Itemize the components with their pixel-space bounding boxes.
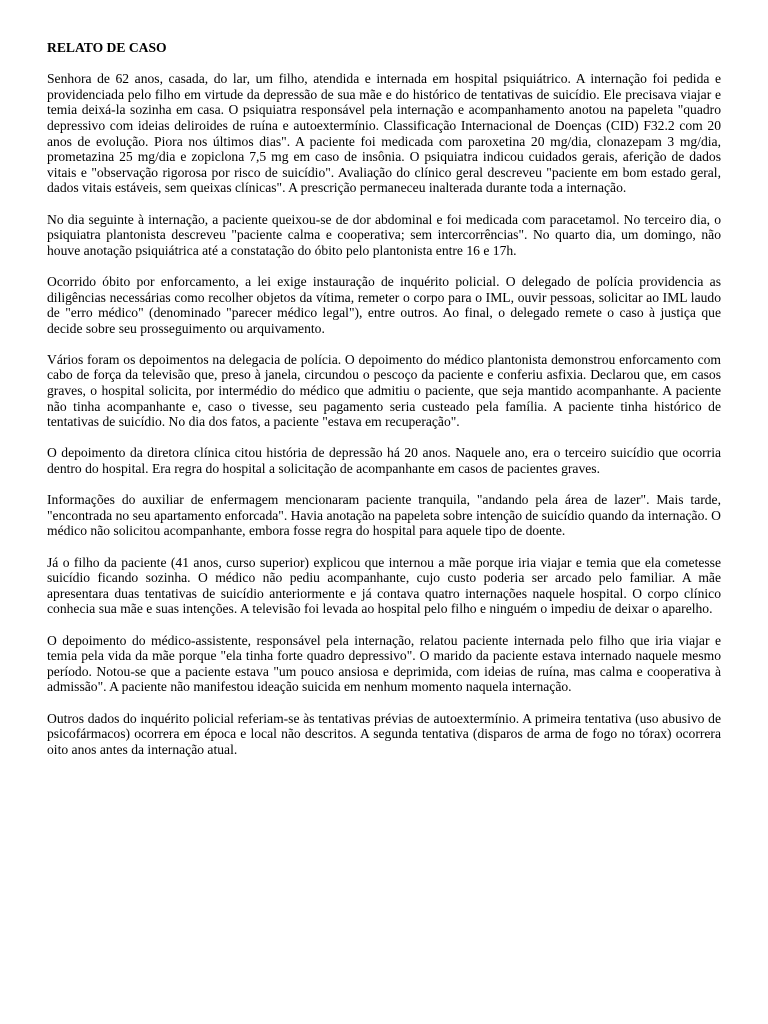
paragraph-nursing-assistant-info: Informações do auxiliar de enfermagem mencionaram paciente tranquila, "andando pela área de lazer". Mais tarde, "encontrada no seu apartamento enforcada". Havia anotação na papeleta sobre intenção de suicídio quando da internação. O médico não solicitou acompanhante, embora fosse regra do hospital para aquele tipo de doente. <box>47 492 721 539</box>
paragraph-clinical-director-testimony: O depoimento da diretora clínica citou história de depressão há 20 anos. Naquele ano, era o terceiro suicídio que ocorria dentro do hospital. Era regra do hospital a solicitação de acompanhante em casos de pacientes graves. <box>47 445 721 477</box>
paragraph-attending-physician-testimony: O depoimento do médico-assistente, responsável pela internação, relatou paciente internada pelo filho que iria viajar e temia pela vida da mãe porque "ela tinha forte quadro depressivo". O marido da paciente estava internado naquele mesmo período. Notou-se que a paciente estava "um pouco ansiosa e deprimida, com ideias de ruína, mas calma e cooperativa à admissão". A paciente não manifestou ideação suicida em nenhum momento naquela internação. <box>47 632 721 695</box>
document-page <box>47 40 721 773</box>
paragraph-on-duty-physician-testimony: Vários foram os depoimentos na delegacia de polícia. O depoimento do médico plantonista demonstrou enforcamento com cabo de força da televisão que, preso à janela, circundou o pescoço da paciente e conferiu asfixia. Declarou que, em casos graves, o hospital solicita, por intermédio do médico que admitiu o paciente, que seja mantido acompanhante. A paciente não tinha acompanhante e, caso o tivesse, seu pagamento seria custeado pela família. A paciente tinha histórico de tentativas de suicídio. No dia dos fatos, a paciente "estava em recuperação". <box>47 351 721 430</box>
paragraph-case-presentation: Senhora de 62 anos, casada, do lar, um filho, atendida e internada em hospital psiquiátrico. A internação foi pedida e providenciada pelo filho em virtude da depressão de sua mãe e do histórico de tentativas de suicídio. Ele precisava viajar e temia deixá-la sozinha em casa. O psiquiatra responsável pela internação e acompanhamento anotou na papeleta "quadro depressivo com ideias deliroides de ruína e autoextermínio. Classificação Internacional de Doenças (CID) F32.2 com 20 anos de evolução. Piora nos últimos dias". A paciente foi medicada com paroxetina 20 mg/dia, clonazepam 3 mg/dia, prometazina 25 mg/dia e zopiclona 7,5 mg em caso de insônia. O psiquiatra indicou cuidados gerais, aferição de dados vitais e "observação rigorosa por risco de suicídio". Avaliação do clínico geral descreveu "paciente em bom estado geral, dados vitais estáveis, sem queixas clínicas". A prescrição permaneceu inalterada durante toda a internação. <box>47 71 721 196</box>
paragraph-son-testimony: Já o filho da paciente (41 anos, curso superior) explicou que internou a mãe porque iria viajar e temia que ela cometesse suicídio ficando sozinha. O médico não pediu acompanhante, cujo custo poderia ser arcado pelo familiar. A mãe apresentara duas tentativas de suicídio anteriormente e já contava quatro internações naquele hospital. O corpo clínico conhecia sua mãe e suas intenções. A televisão foi levada ao hospital pelo filho e ninguém o impediu de deixar o aparelho. <box>47 554 721 617</box>
document-title: RELATO DE CASO <box>47 40 167 55</box>
paragraph-prior-attempts: Outros dados do inquérito policial referiam-se às tentativas prévias de autoextermínio. A primeira tentativa (uso abusivo de psicofármacos) ocorrera em época e local não descritos. A segunda tentativa (disparos de arma de fogo no tórax) ocorrera oito anos antes da internação atual. <box>47 710 721 757</box>
paragraph-police-inquiry: Ocorrido óbito por enforcamento, a lei exige instauração de inquérito policial. O delegado de polícia providencia as diligências necessárias como recolher objetos da vítima, remeter o corpo para o IML, ouvir pessoas, solicitar ao IML laudo de "erro médico" (denominado "parecer médico legal"), entre outros. Ao final, o delegado remete o caso à justiça que decide sobre seu prosseguimento ou arquivamento. <box>47 273 721 336</box>
paragraph-hospital-course: No dia seguinte à internação, a paciente queixou-se de dor abdominal e foi medicada com paracetamol. No terceiro dia, o psiquiatra plantonista descreveu "paciente calma e cooperativa; sem intercorrências". No quarto dia, um domingo, não houve anotação psiquiátrica até a constatação do óbito pelo plantonista entre 16 e 17h. <box>47 211 721 258</box>
